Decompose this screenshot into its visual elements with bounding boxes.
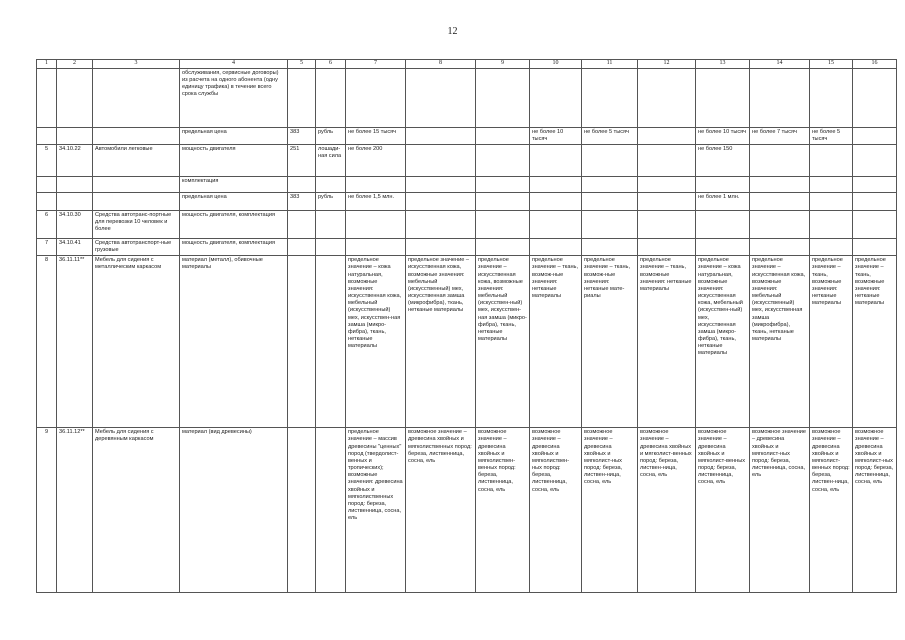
- table-row: [37, 238, 897, 255]
- table-cell-col-10: возможное значение – древесина хвойных и мягколиствен-ных пород: береза, лиственница, сосна, ель: [530, 428, 582, 593]
- table-cell-col-3: Автомобили легковые: [93, 144, 180, 176]
- table-cell-col-12: [638, 68, 696, 127]
- table-cell-col-6: [316, 176, 346, 192]
- table-cell-col-9: возможное значение – древесина хвойных и мягколиствен-венных пород: береза, лиственница, сосна, ель: [476, 428, 530, 593]
- table-cell-col-12: [638, 210, 696, 238]
- table-cell-col-2: 34.10.22: [57, 144, 93, 176]
- table-cell-col-4: комплектация: [180, 176, 288, 192]
- table-cell-col-8: [406, 210, 476, 238]
- table-cell-col-5: [288, 256, 316, 428]
- column-number-4: 4: [180, 60, 288, 69]
- table-cell-col-16: возможное значение – древесина хвойных и мягколист-ных пород: береза, лиственница, сосна, ель: [853, 428, 897, 593]
- table-cell-col-10: не более 10 тысяч: [530, 127, 582, 144]
- table-cell-col-16: [853, 144, 897, 176]
- table-cell-col-15: предельное значение – ткань, возможные значения: нетканые материалы: [810, 256, 853, 428]
- table-cell-col-3: Мебель для сидения с металлическим каркасом: [93, 256, 180, 428]
- table-cell-col-11: [582, 68, 638, 127]
- column-number-10: 10: [530, 60, 582, 69]
- table-cell-col-5: [288, 68, 316, 127]
- table-cell-col-2: [57, 68, 93, 127]
- table-cell-col-2: 34.10.30: [57, 210, 93, 238]
- column-number-2: 2: [57, 60, 93, 69]
- column-number-16: 16: [853, 60, 897, 69]
- table-cell-col-9: [476, 144, 530, 176]
- table-cell-col-1: 8: [37, 256, 57, 428]
- table-cell-col-6: [316, 210, 346, 238]
- table-cell-col-15: [810, 68, 853, 127]
- table-cell-col-9: [476, 238, 530, 255]
- column-number-3: 3: [93, 60, 180, 69]
- table-cell-col-2: [57, 127, 93, 144]
- table-cell-col-3: Средства автотранс-портные для перевозки 10 человек и более: [93, 210, 180, 238]
- table-cell-col-12: [638, 127, 696, 144]
- table-cell-col-8: [406, 176, 476, 192]
- table-cell-col-4: обслуживания, сервисные договоры) из расчета на одного абонента (одну единицу трафика) в течение всего срока службы: [180, 68, 288, 127]
- table-cell-col-13: [696, 238, 750, 255]
- column-number-8: 8: [406, 60, 476, 69]
- table-cell-col-5: [288, 428, 316, 593]
- table-cell-col-4: материал (металл), обивочные материалы: [180, 256, 288, 428]
- table-cell-col-6: [316, 238, 346, 255]
- table-cell-col-8: [406, 144, 476, 176]
- column-number-15: 15: [810, 60, 853, 69]
- table-cell-col-5: [288, 176, 316, 192]
- table-cell-col-15: [810, 238, 853, 255]
- table-cell-col-15: не более 5 тысяч: [810, 127, 853, 144]
- table-cell-col-1: 5: [37, 144, 57, 176]
- table-cell-col-11: [582, 192, 638, 210]
- table-cell-col-12: возможное значение – древесина хвойных и мягколист-венных пород: береза, листвен-ница, сосна, ель: [638, 428, 696, 593]
- table-cell-col-13: [696, 176, 750, 192]
- table-cell-col-4: мощность двигателя, комплектация: [180, 210, 288, 238]
- table-cell-col-7: не более 1,5 млн.: [346, 192, 406, 210]
- table-cell-col-12: [638, 192, 696, 210]
- table-cell-col-8: [406, 68, 476, 127]
- table-cell-col-6: [316, 256, 346, 428]
- table-cell-col-6: [316, 68, 346, 127]
- table-cell-col-10: предельное значение – ткань, возмож-ные значения: нетканые материалы: [530, 256, 582, 428]
- column-number-6: 6: [316, 60, 346, 69]
- table-cell-col-14: [750, 192, 810, 210]
- table-cell-col-3: [93, 68, 180, 127]
- table-cell-col-7: [346, 238, 406, 255]
- table-cell-col-5: [288, 238, 316, 255]
- column-number-13: 13: [696, 60, 750, 69]
- column-number-1: 1: [37, 60, 57, 69]
- table-cell-col-11: [582, 144, 638, 176]
- table-cell-col-15: [810, 144, 853, 176]
- table-cell-col-1: [37, 127, 57, 144]
- table-cell-col-4: мощность двигателя: [180, 144, 288, 176]
- table-cell-col-15: [810, 210, 853, 238]
- specification-table: [36, 59, 897, 593]
- table-cell-col-4: предельная цена: [180, 192, 288, 210]
- table-cell-col-9: предельное значение – искусственная кожа, возможные значения: мебельный (искусствен-ный) мех, искусствен-ная замша (микро-фибра), ткань, нетканые материалы: [476, 256, 530, 428]
- table-cell-col-2: [57, 176, 93, 192]
- table-cell-col-13: [696, 210, 750, 238]
- table-cell-col-7: предельное значение – массив древесины "ценных" пород (твердолист-венных и тропических); возможные значения: древесина хвойных и мягколиственных пород: береза, лиственница, сосна, ель: [346, 428, 406, 593]
- table-cell-col-15: возможное значение – древесина хвойных и мягколист-венных пород: береза, листвен-ница, сосна, ель: [810, 428, 853, 593]
- column-number-11: 11: [582, 60, 638, 69]
- table-row: [37, 144, 897, 176]
- table-cell-col-8: [406, 192, 476, 210]
- table-cell-col-9: [476, 127, 530, 144]
- table-cell-col-2: 36.11.11**: [57, 256, 93, 428]
- table-cell-col-14: возможное значение – древесина хвойных и мягколист-ных пород: береза, лиственница, сосна, ель: [750, 428, 810, 593]
- table-cell-col-12: предельное значение – ткань, возможные значения: нетканые материалы: [638, 256, 696, 428]
- table-cell-col-2: 34.10.41: [57, 238, 93, 255]
- table-cell-col-1: 6: [37, 210, 57, 238]
- table-cell-col-10: [530, 68, 582, 127]
- table-cell-col-2: 36.11.12**: [57, 428, 93, 593]
- table-cell-col-10: [530, 176, 582, 192]
- column-number-7: 7: [346, 60, 406, 69]
- table-row: [37, 176, 897, 192]
- table-cell-col-13: [696, 68, 750, 127]
- page-number: 12: [447, 26, 458, 37]
- table-cell-col-3: Мебель для сидения с деревянным каркасом: [93, 428, 180, 593]
- table-cell-col-16: [853, 210, 897, 238]
- table-cell-col-14: [750, 68, 810, 127]
- table-row: [37, 127, 897, 144]
- table-cell-col-7: [346, 68, 406, 127]
- table-cell-col-7: не более 15 тысяч: [346, 127, 406, 144]
- table-cell-col-12: [638, 176, 696, 192]
- table-cell-col-6: [316, 428, 346, 593]
- table-cell-col-8: предельное значение – искусственная кожа, возможные значения: мебельный (искусственный) мех, искусственная замша (микрофибра), ткань, нетканые материалы: [406, 256, 476, 428]
- table-row: [37, 68, 897, 127]
- table-cell-col-2: [57, 192, 93, 210]
- table-cell-col-12: [638, 238, 696, 255]
- table-cell-col-16: [853, 127, 897, 144]
- table-cell-col-11: возможное значение – древесина хвойных и мягколист-ных пород: береза, листвен-ница, сосна, ель: [582, 428, 638, 593]
- table-cell-col-16: [853, 68, 897, 127]
- table-cell-col-7: [346, 176, 406, 192]
- table-cell-col-11: [582, 210, 638, 238]
- table-row: [37, 192, 897, 210]
- table-cell-col-3: [93, 176, 180, 192]
- table-cell-col-4: материал (вид древесины): [180, 428, 288, 593]
- table-cell-col-8: [406, 127, 476, 144]
- table-cell-col-10: [530, 238, 582, 255]
- table-cell-col-15: [810, 192, 853, 210]
- table-cell-col-12: [638, 144, 696, 176]
- table-cell-col-15: [810, 176, 853, 192]
- table-cell-col-5: 383: [288, 192, 316, 210]
- table-cell-col-10: [530, 144, 582, 176]
- table-cell-col-16: [853, 192, 897, 210]
- table-cell-col-4: предельная цена: [180, 127, 288, 144]
- table-cell-col-3: Средства автотранспорт-ные грузовые: [93, 238, 180, 255]
- table-cell-col-3: [93, 127, 180, 144]
- table-cell-col-8: возможное значение – древесина хвойных и мягколиственных пород: береза, лиственница, сосна, ель: [406, 428, 476, 593]
- table-cell-col-5: 251: [288, 144, 316, 176]
- table-cell-col-14: [750, 176, 810, 192]
- table-cell-col-7: [346, 210, 406, 238]
- table-cell-col-9: [476, 210, 530, 238]
- table-cell-col-13: предельное значение – кожа натуральная, возможные значения: искусственная кожа, мебельный (искусствен-ный) мех, искусственная замша (микро-фибра), ткань, нетканые материалы: [696, 256, 750, 428]
- table-cell-col-13: возможное значение – древесина хвойных и мягколист-венных пород: береза, лиственница, сосна, ель: [696, 428, 750, 593]
- table-cell-col-8: [406, 238, 476, 255]
- table-row: [37, 256, 897, 428]
- table-cell-col-1: 7: [37, 238, 57, 255]
- table-cell-col-14: [750, 210, 810, 238]
- table-cell-col-9: [476, 68, 530, 127]
- table-row: [37, 428, 897, 593]
- table-cell-col-9: [476, 176, 530, 192]
- table-cell-col-11: [582, 238, 638, 255]
- table-cell-col-1: [37, 192, 57, 210]
- table-cell-col-7: не более 200: [346, 144, 406, 176]
- table-cell-col-11: предельное значение – ткань, возмож-ные значения: нетканые мате-риалы: [582, 256, 638, 428]
- column-number-9: 9: [476, 60, 530, 69]
- table-cell-col-14: [750, 238, 810, 255]
- table-cell-col-11: не более 5 тысяч: [582, 127, 638, 144]
- table-cell-col-16: [853, 176, 897, 192]
- table-cell-col-5: 383: [288, 127, 316, 144]
- table-cell-col-7: предельное значение – кожа натуральная, возможные значения: искусственная кожа, мебельный (искусственный) мех, искусствен-ная замша (микро-фибра), ткань, нетканые материалы: [346, 256, 406, 428]
- table-cell-col-6: рубль: [316, 127, 346, 144]
- table-cell-col-13: не более 150: [696, 144, 750, 176]
- table-cell-col-14: не более 7 тысяч: [750, 127, 810, 144]
- table-cell-col-4: мощность двигателя, комплектация: [180, 238, 288, 255]
- column-number-14: 14: [750, 60, 810, 69]
- table-cell-col-1: 9: [37, 428, 57, 593]
- table-cell-col-10: [530, 192, 582, 210]
- table-cell-col-11: [582, 176, 638, 192]
- table-cell-col-14: [750, 144, 810, 176]
- table-cell-col-16: предельное значение – ткань, возможные значения: нетканые материалы: [853, 256, 897, 428]
- table-cell-col-9: [476, 192, 530, 210]
- table-cell-col-14: предельное значение – искусственная кожа, возможные значения: мебельный (искусственный) мех, искусственная замша (микрофибра), ткань, нетканые материалы: [750, 256, 810, 428]
- column-number-5: 5: [288, 60, 316, 69]
- table-cell-col-6: лошади-ная сила: [316, 144, 346, 176]
- table-cell-col-16: [853, 238, 897, 255]
- table-cell-col-1: [37, 176, 57, 192]
- table-cell-col-13: не более 1 млн.: [696, 192, 750, 210]
- table-cell-col-10: [530, 210, 582, 238]
- table-cell-col-1: [37, 68, 57, 127]
- table-cell-col-13: не более 10 тысяч: [696, 127, 750, 144]
- table-cell-col-3: [93, 192, 180, 210]
- table-row: [37, 210, 897, 238]
- column-number-row: [37, 60, 897, 69]
- table-cell-col-5: [288, 210, 316, 238]
- column-number-12: 12: [638, 60, 696, 69]
- table-cell-col-6: рубль: [316, 192, 346, 210]
